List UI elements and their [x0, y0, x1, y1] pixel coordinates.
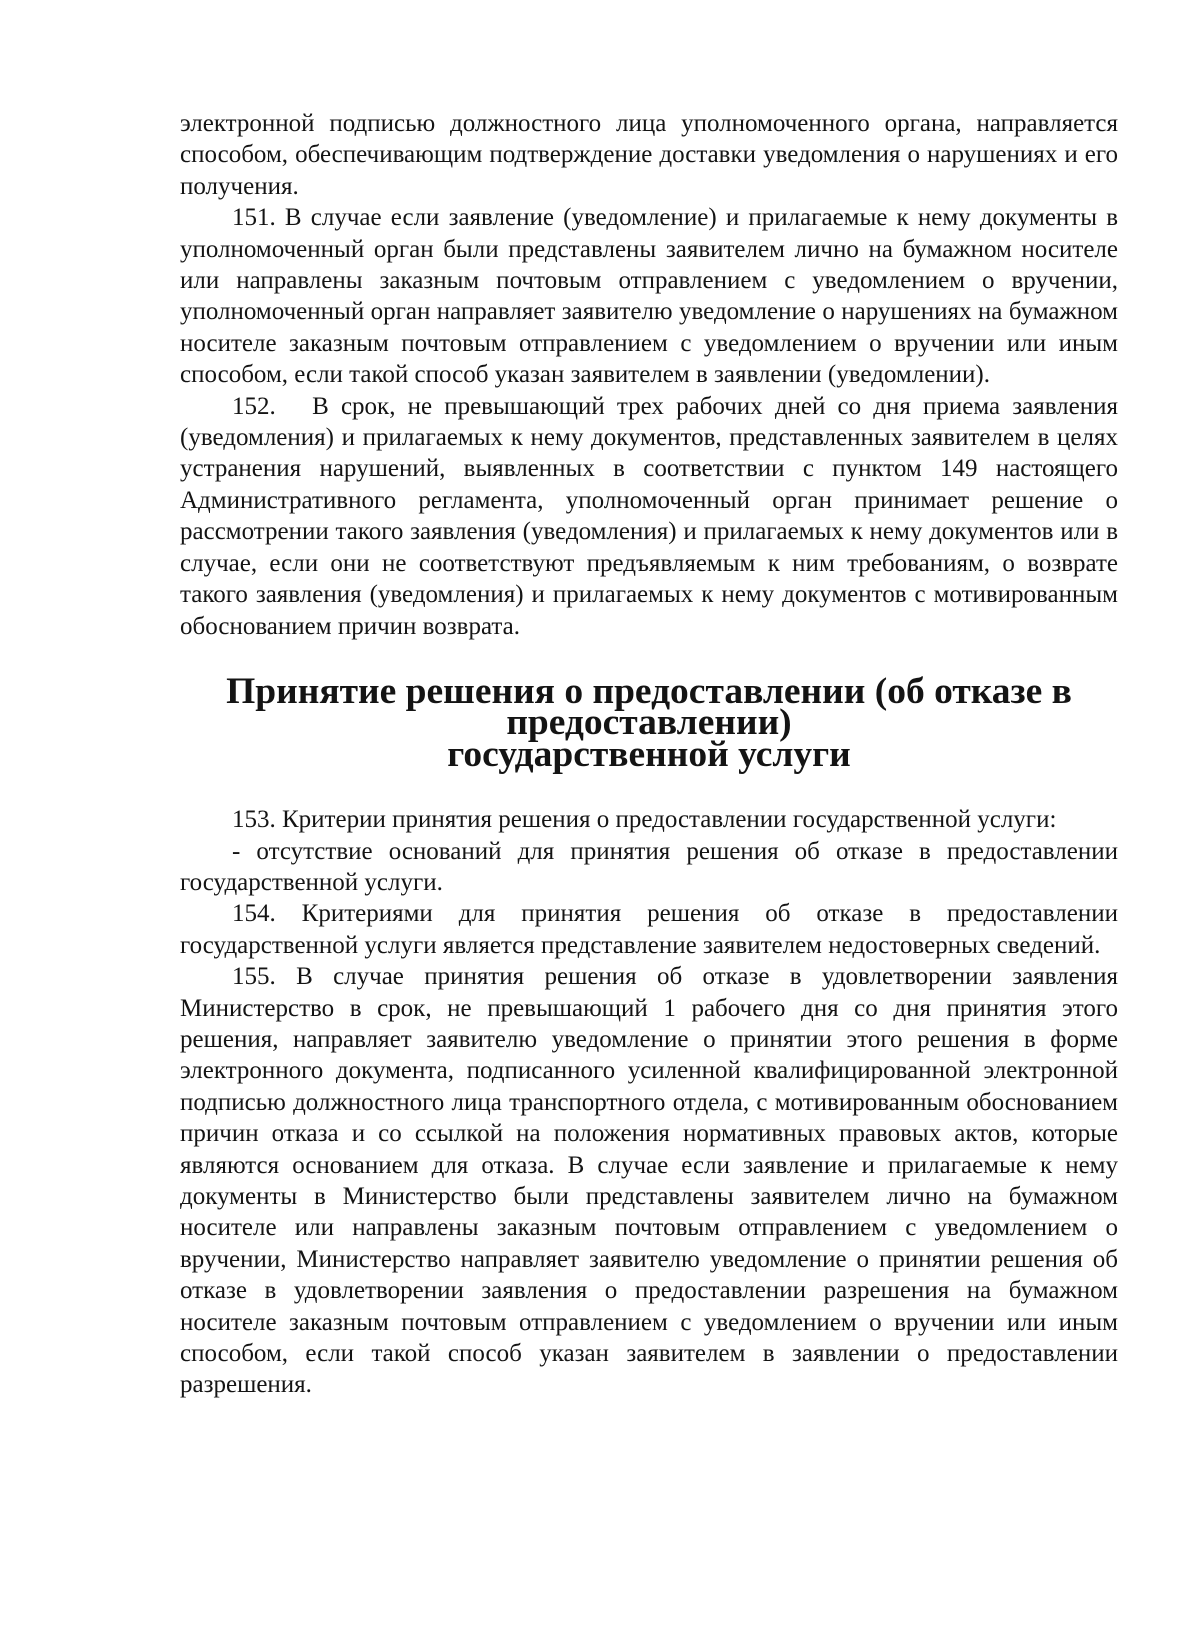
paragraph-continuation: электронной подписью должностного лица уполномоченного органа, направляется способом, обеспечивающим подтверждение доставки уведомления о нарушениях и его получения.	[180, 110, 1118, 200]
paragraph-151: 151. В случае если заявление (уведомление) и прилагаемые к нему документы в уполномоченный орган были представлены заявителем лично на бумажном носителе или направлены заказным почтовым отправлением с уведомлением о вручении, уполномоченный орган направляет заявителю уведомление о нарушениях на бумажном носителе заказным почтовым отправлением с уведомлением о вручении или иным способом, если такой способ указан заявителем в заявлении (уведомлении).	[180, 204, 1118, 389]
paragraph-152: 152. В срок, не превышающий трех рабочих дней со дня приема заявления (уведомления) и прилагаемых к нему документов, представленных заявителем в целях устранения нарушений, выявленных в соответствии с пунктом 149 настоящего Административного регламента, уполномоченный орган принимает решение о рассмотрении такого заявления (уведомления) и прилагаемых к нему документов или в случае, если они не соответствуют предъявляемым к ним требованиям, о возврате такого заявления (уведомления) и прилагаемых к нему документов с мотивированным обоснованием причин возврата.	[180, 392, 1125, 640]
document-page	[180, 108, 1125, 1401]
paragraph-153: 153. Критерии принятия решения о предоставлении государственной услуги:	[232, 806, 1057, 834]
paragraph-154: 154. Критериями для принятия решения об отказе в предоставлении государственной услуги является представление заявителем недостоверных сведений.	[180, 900, 1118, 959]
section-heading	[180, 670, 1118, 775]
section-heading-line-1: Принятие решения о предоставлении (об отказе в предоставлении)	[226, 670, 1072, 744]
paragraph-153-criterion: - отсутствие оснований для принятия решения об отказе в предоставлении государственной услуги.	[180, 837, 1118, 896]
paragraph-155: 155. В случае принятия решения об отказе в удовлетворении заявления Министерство в срок, не превышающий 1 рабочего дня со дня принятия этого решения, направляет заявителю уведомление о принятии этого решения в форме электронного документа, подписанного усиленной квалифицированной электронной подписью должностного лица транспортного отдела, с мотивированным обоснованием причин отказа и со ссылкой на положения нормативных правовых актов, которые являются основанием для отказа. В случае если заявление и прилагаемые к нему документы в Министерство были представлены заявителем лично на бумажном носителе или направлены заказным почтовым отправлением с уведомлением о вручении, Министерство направляет заявителю уведомление о принятии решения об отказе в удовлетворении заявления о предоставлении разрешения на бумажном носителе заказным почтовым отправлением с уведомлением о вручении или иным способом, если такой способ указан заявителем в заявлении о предоставлении разрешения.	[180, 963, 1118, 1399]
section-heading-line-2: государственной услуги	[447, 733, 851, 775]
